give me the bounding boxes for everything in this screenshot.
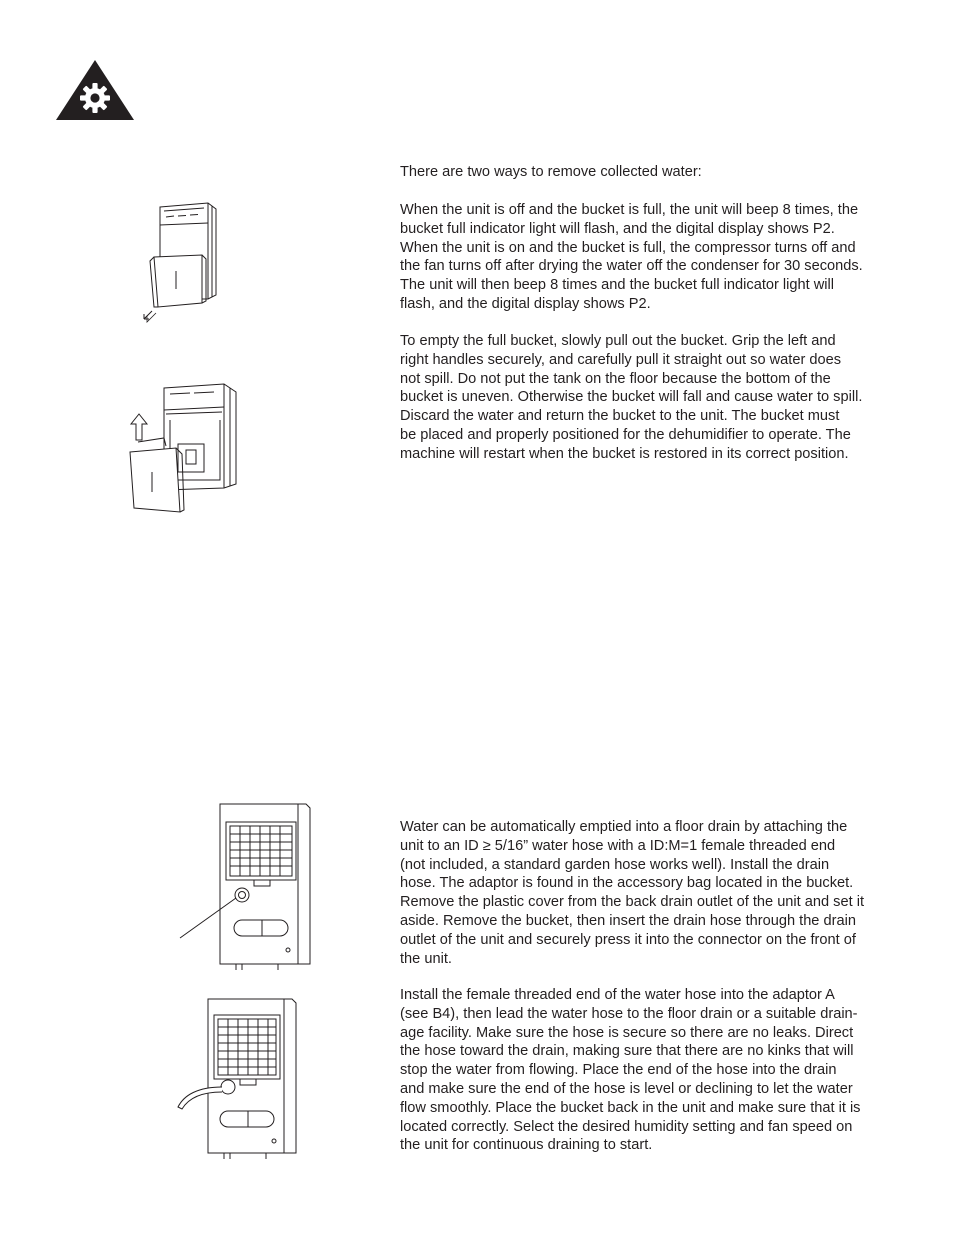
text-line: Water can be automatically emptied into a floor drain by attaching the	[400, 819, 848, 835]
text-line: Remove the plastic cover from the back drain outlet of the unit and set it	[400, 894, 864, 911]
text-line: bucket is uneven. Otherwise the bucket will fall and cause water to spill.	[400, 389, 863, 406]
text-line: machine will restart when the bucket is restored in its correct position.	[400, 445, 849, 462]
text-line: unit to an ID ≥ 5/16” water hose with a ID:M=1 female threaded end	[400, 837, 836, 854]
text-line: (not included, a standard garden hose works well). Install the drain	[400, 856, 830, 873]
text-line: right handles securely, and carefully pull it straight out so water does	[400, 351, 842, 368]
text-line: the unit.	[400, 950, 452, 967]
empty-bucket-paragraph	[400, 332, 900, 464]
text-line: aside. Remove the bucket, then insert the drain hose through the drain	[400, 912, 856, 929]
drain-hose-paragraph	[400, 818, 900, 968]
text-line: the unit for continuous draining to start.	[400, 1137, 653, 1154]
text-line: not spill. Do not put the tank on the floor because the bottom of the	[400, 370, 831, 387]
bucket-pull-illustration	[138, 195, 228, 325]
bucket-full-paragraph	[400, 201, 900, 314]
text-line: The unit will then beep 8 times and the bucket full indicator light will	[400, 277, 834, 294]
text-line: flash, and the digital display shows P2.	[400, 295, 651, 312]
gear-warning-triangle-icon	[56, 60, 134, 122]
text-line: stop the water from flowing. Place the end of the hose into the drain	[400, 1062, 837, 1079]
text-line: To empty the full bucket, slowly pull out the bucket. Grip the left and	[400, 333, 836, 349]
text-line: When the unit is off and the bucket is full, the unit will beep 8 times, the	[400, 202, 859, 218]
hose-attached-illustration	[168, 995, 302, 1163]
text-line: the fan turns off after drying the water off the condenser for 30 seconds.	[400, 258, 863, 275]
drain-outlet-illustration	[178, 800, 312, 972]
text-line: bucket full indicator light will flash, and the digital display shows P2.	[400, 220, 835, 237]
text-line: the hose toward the drain, making sure that there are no kinks that will	[400, 1043, 854, 1060]
text-line: hose. The adaptor is found in the accessory bag located in the bucket.	[400, 875, 854, 892]
bucket-intro: There are two ways to remove collected water:	[400, 164, 702, 180]
text-line: Install the female threaded end of the water hose into the adaptor A	[400, 987, 835, 1003]
text-line: When the unit is on and the bucket is full, the compressor turns off and	[400, 239, 856, 256]
text-line: located correctly. Select the desired humidity setting and fan speed on	[400, 1118, 853, 1135]
install-hose-paragraph	[400, 986, 900, 1155]
text-line: and make sure the end of the hose is level or declining to let the water	[400, 1080, 853, 1097]
bucket-removed-illustration	[124, 380, 254, 520]
text-line: outlet of the unit and securely press it into the connector on the front of	[400, 931, 856, 948]
text-line: flow smoothly. Place the bucket back in the unit and make sure that it is	[400, 1099, 861, 1116]
text-line: be placed and properly positioned for the dehumidifier to operate. The	[400, 426, 851, 443]
text-line: Discard the water and return the bucket to the unit. The bucket must	[400, 408, 840, 425]
text-line: age facility. Make sure the hose is secure so there are no leaks. Direct	[400, 1024, 854, 1041]
text-line: (see B4), then lead the water hose to the floor drain or a suitable drain-	[400, 1005, 858, 1022]
